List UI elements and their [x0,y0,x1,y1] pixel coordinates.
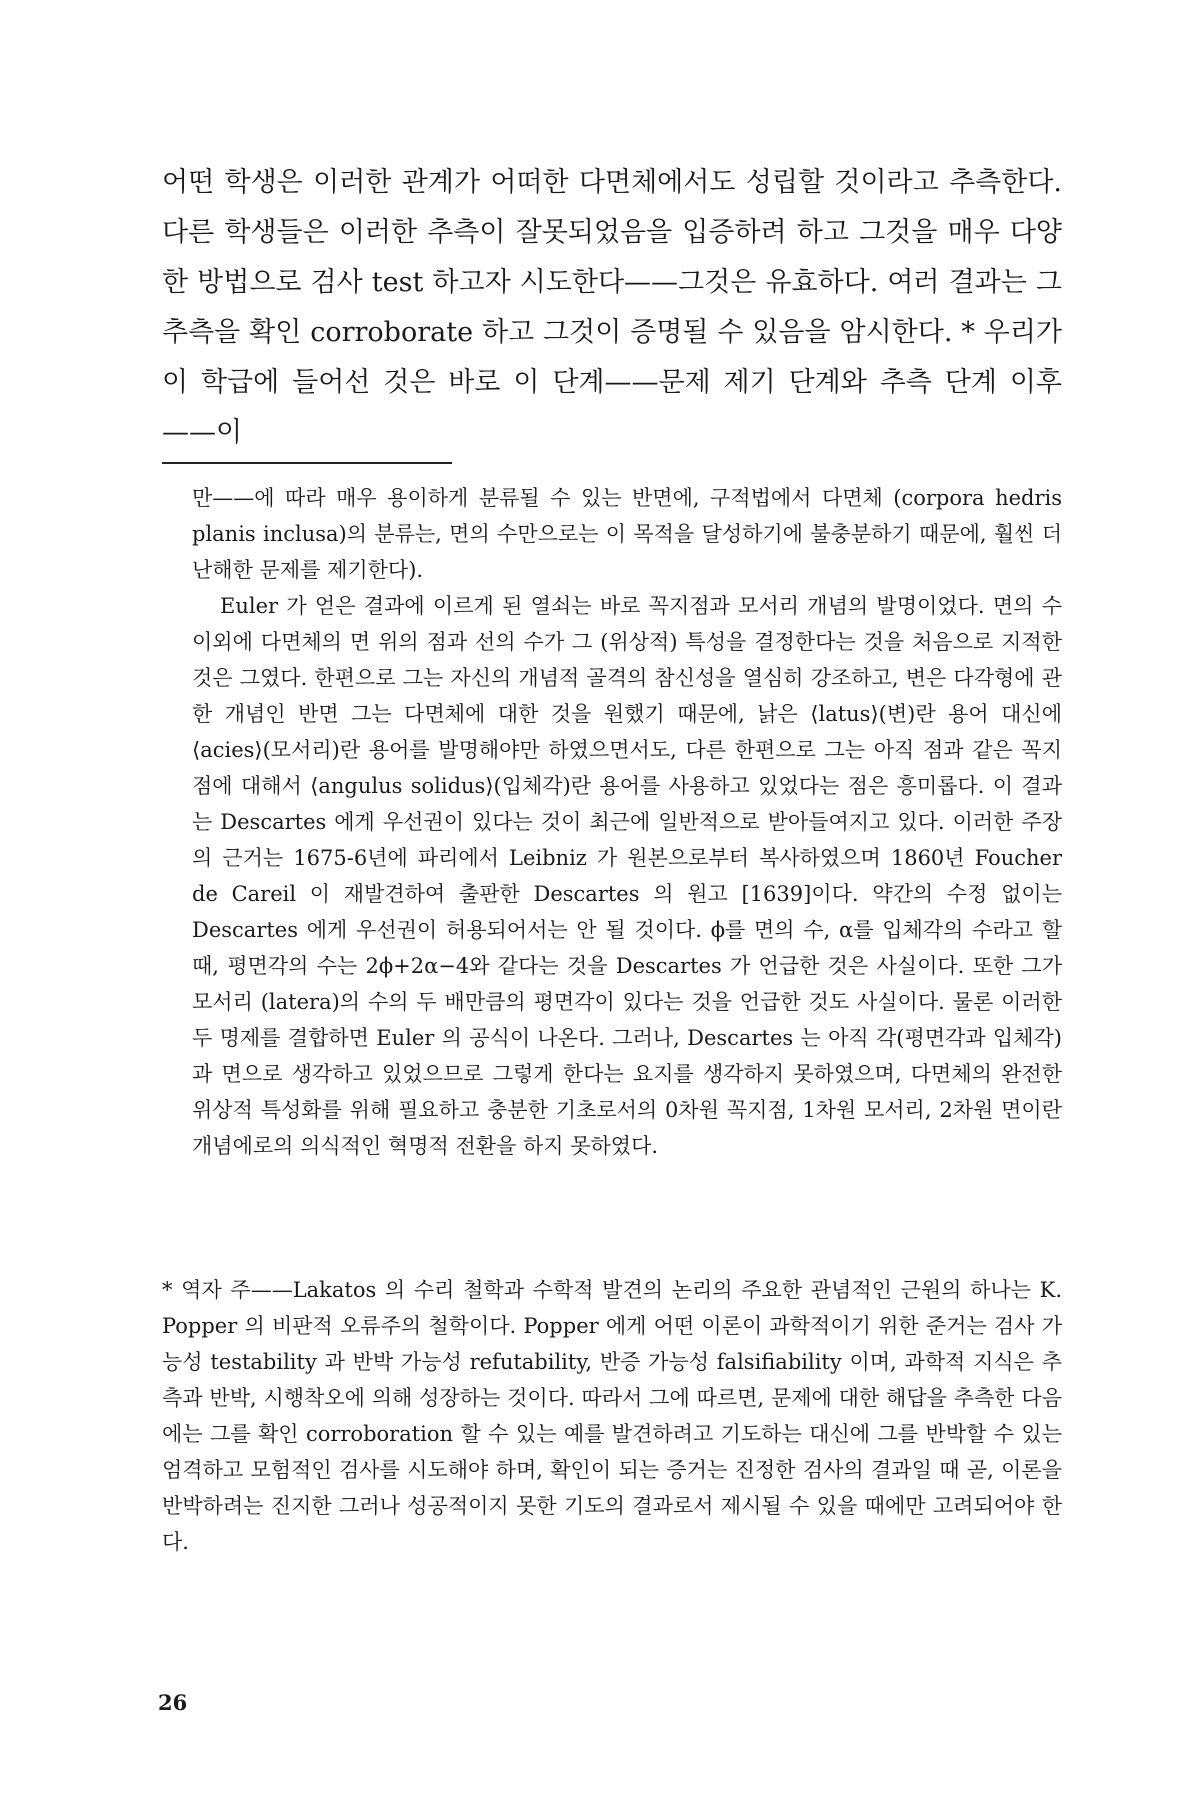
footnote-paragraph: Euler 가 얻은 결과에 이르게 된 열쇠는 바로 꼭지점과 모서리 개념의 발명이었다. 면의 수 이외에 다면체의 면 위의 점과 선의 수가 그 (위상적) 특성을 결정한다는 것을 처음으로 지적한 것은 그였다. 한편으로 그는 자신의 개념적 골격의 참신성을 열심히 강조하고, 변은 다각형에 관한 개념인 반면 그는 다면체에 대한 것을 원했기 때문에, 낡은 ⟨latus⟩(변)란 용어 대신에 ⟨acies⟩(모서리)란 용어를 발명해야만 하였으면서도, 다른 한편으로 그는 아직 점과 같은 꼭지점에 대해서 ⟨angulus solidus⟩(입체각)란 용어를 사용하고 있었다는 점은 흥미롭다. 이 결과는 Descartes 에게 우선권이 있다는 것이 최근에 일반적으로 받아들여지고 있다. 이러한 주장의 근거는 1675-6년에 파리에서 Leibniz 가 원본으로부터 복사하였으며 1860년 Foucher de Careil 이 재발견하여 출판한 Descartes 의 원고 [1639]이다. 약간의 수정 없이는 Descartes 에게 우선권이 허용되어서는 안 될 것이다. ϕ를 면의 수, α를 입체각의 수라고 할 때, 평면각의 수는 2ϕ+2α−4와 같다는 것을 Descartes 가 언급한 것은 사실이다. 또한 그가 모서리 (latera)의 수의 두 배만큼의 평면각이 있다는 것을 언급한 것도 사실이다. 물론 이러한 두 명제를 결합하면 Euler 의 공식이 나온다. 그러나, Descartes 는 아직 각(평면각과 입체각)과 면으로 생각하고 있었으므로 그렇게 한다는 요지를 생각하지 못하였으며, 다면체의 완전한 위상적 특성화를 위해 필요하고 충분한 기초로서의 0차원 꼭지점, 1차원 모서리, 2차원 면이란 개념에로의 의식적인 혁명적 전환을 하지 못하였다. [192,594,1062,1158]
page-number: 26 [158,1690,188,1715]
translator-note-text: * 역자 주——Lakatos 의 수리 철학과 수학적 발견의 논리의 주요한 관념적인 근원의 하나는 K. Popper 의 비판적 오류주의 철학이다. Popper 에게 어떤 이론이 과학적이기 위한 준거는 검사 가능성 testability 과 반박 가능성 refutability, 반증 가능성 falsifiability 이며, 과학적 지식은 추측과 반박, 시행착오에 의해 성장하는 것이다. 따라서 그에 따르면, 문제에 대한 해답을 추측한 다음에는 그를 확인 corroboration 할 수 있는 예를 발견하려고 기도하는 대신에 그를 반박할 수 있는 엄격하고 모험적인 검사를 시도해야 하며, 확인이 되는 증거는 진정한 검사의 결과일 때 곧, 이론을 반박하려는 진지한 그러나 성공적이지 못한 기도의 결과로서 제시될 수 있을 때에만 고려되어야 한다. [162,1278,1062,1554]
translator-note [162,1272,1062,1560]
footnote-continuation: 만——에 따라 매우 용이하게 분류될 수 있는 반면에, 구적법에서 다면체 (corpora hedris planis inclusa)의 분류는, 면의 수만으로는 이 목적을 달성하기에 불충분하기 때문에, 훨씬 더 난해한 문제를 제기한다). [192,486,1062,582]
footnote [192,480,1062,1164]
footnote-divider [162,462,452,464]
main-text [162,158,1062,458]
main-paragraph: 어떤 학생은 이러한 관계가 어떠한 다면체에서도 성립할 것이라고 추측한다. 다른 학생들은 이러한 추측이 잘못되었음을 입증하려 하고 그것을 매우 다양한 방법으로 검사 test 하고자 시도한다——그것은 유효하다. 여러 결과는 그 추측을 확인 corroborate 하고 그것이 증명될 수 있음을 암시한다. * 우리가 이 학급에 들어선 것은 바로 이 단계——문제 제기 단계와 추측 단계 이후——이 [162,167,1062,448]
